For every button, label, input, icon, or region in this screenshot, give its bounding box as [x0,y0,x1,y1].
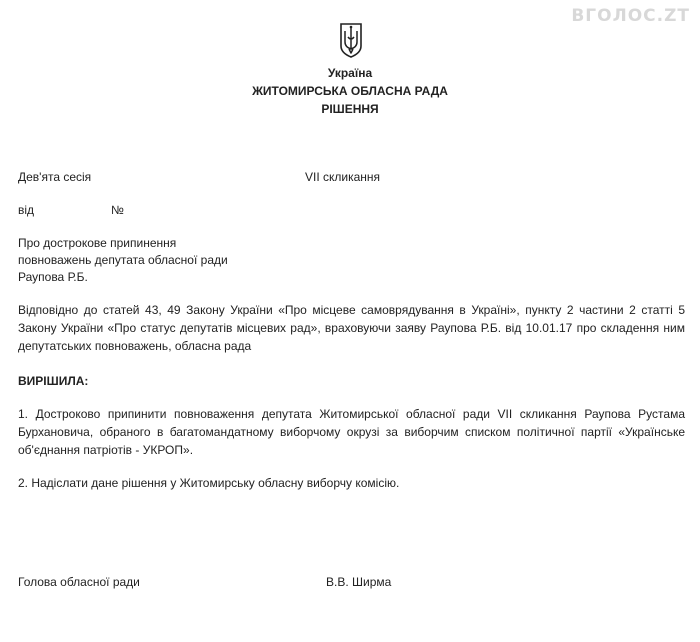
decision-item-2: 2. Надіслати дане рішення у Житомирську обласну виборчу комісію. [18,476,400,490]
convocation-label: VII скликання [305,170,381,184]
preamble-paragraph: Відповідно до статей 43, 49 Закону України «Про місцеве самоврядування в Україні», пункту 2 частини 2 статті 5 Закону України «Про статус депутатів місцевих рад», враховуючи заяву Раупова Р.Б. від 10.01.17 про складення ним депутатських повноважень, обласна рада [18,303,685,353]
council-name: ЖИТОМИРСЬКА ОБЛАСНА РАДА [252,84,448,98]
date-label: від [18,203,35,217]
signature-name: В.В. Ширма [326,575,392,589]
session-label: Дев'ята сесія [18,170,92,184]
country-name: Україна [327,66,373,80]
subject-line-3: Раупова Р.Б. [18,270,88,284]
subject-line-2: повноважень депутата обласної ради [18,253,228,267]
signature-position: Голова обласної ради [18,575,140,589]
number-label: № [111,203,124,217]
resolved-heading: ВИРІШИЛА: [18,374,89,388]
tryzub-coat-of-arms-icon [339,22,363,58]
decision-item-1: 1. Достроково припинити повноваження депутата Житомирської обласної ради VII скликання Раупова Рустама Бурхановича, обраного в багатомандатному виборчому окрузі за виборчим списком політичної партії «Українське об'єднання патріотів - УКРОП». [18,407,685,457]
site-watermark: ВГОЛОС.ZT [571,6,690,26]
subject-line-1: Про дострокове припинення [18,236,177,250]
document-type: РІШЕННЯ [321,102,379,116]
